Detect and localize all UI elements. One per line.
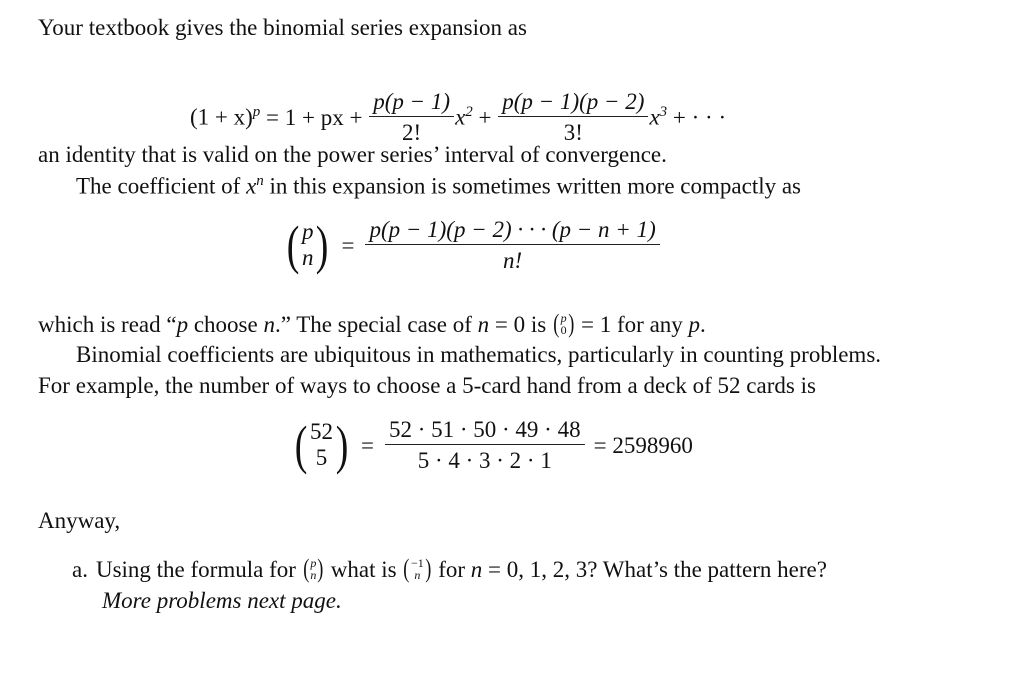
binom-52-5: ( 52 5 ) xyxy=(294,415,349,475)
inline-binom-neg1-n: ( −1 n ) xyxy=(403,554,432,583)
paragraph-coefficient: The coefficient of $x^n$ in this expansion is sometimes written more compactly as xyxy=(76,173,802,199)
eq1-plus: + xyxy=(472,104,498,130)
paragraph-ubiquitous: Binomial coefficients are ubiquitous in mathematics, particularly in counting problems. xyxy=(76,342,882,367)
eq1-x3: $x^3$ xyxy=(649,104,668,130)
eq2-frac: $\frac{p(p - 1)(p - 2) \cdot \cdot \cdot (p - n + 1)}{n!}$ xyxy=(367,218,657,272)
paragraph-example: For example, the number of ways to choose a 5-card hand from a deck of 52 cards is xyxy=(38,373,816,398)
eq1-tail: + · · · xyxy=(667,104,727,130)
problem-a: a. Using the formula for ( p n ) what is ( −1 n ) for n = 0, 1, 2, 3? What’s the pattern here? xyxy=(72,554,827,583)
equation-binomial-series xyxy=(190,90,726,144)
eq1-frac1: $\frac{p(p - 1)}{2!}$ xyxy=(371,90,452,144)
eq1-lhs: $(1 + x)^p$ xyxy=(190,104,261,130)
eq3-frac: $\frac{52 \cdot 51 \cdot 50 \cdot 49 \cdot 48}{5 \cdot 4 \cdot 3 \cdot 2 \cdot 1}$ xyxy=(387,418,583,472)
eq3-equals: = xyxy=(360,432,374,458)
eq1-frac2: $\frac{p(p - 1)(p - 2)}{3!}$ xyxy=(500,90,646,144)
problem-a-label: a. xyxy=(72,556,88,582)
eq2-equals: = xyxy=(341,232,355,258)
paragraph-read: which is read “ p choose n .” The special case of n = 0 is ( p 0 ) = 1 for any p . xyxy=(38,309,706,338)
paragraph-intro: Your textbook gives the binomial series expansion as xyxy=(38,15,527,40)
binom-p-n: ( p n ) xyxy=(286,215,329,275)
inline-binom-p-0: ( p 0 ) xyxy=(553,309,574,338)
paragraph-anyway: Anyway, xyxy=(38,508,121,533)
eq1-mid: = 1 + px + xyxy=(260,104,369,130)
eq3-result: = 2598960 xyxy=(593,432,693,458)
eq1-x2: $x^2$ xyxy=(455,104,473,130)
equation-binomial-coefficient xyxy=(284,215,661,275)
inline-binom-p-n: ( p n ) xyxy=(302,554,324,583)
paragraph-identity: an identity that is valid on the power series’ interval of convergence. xyxy=(38,142,667,167)
more-problems-note: More problems next page. xyxy=(102,588,342,613)
equation-card-hands xyxy=(292,415,693,475)
